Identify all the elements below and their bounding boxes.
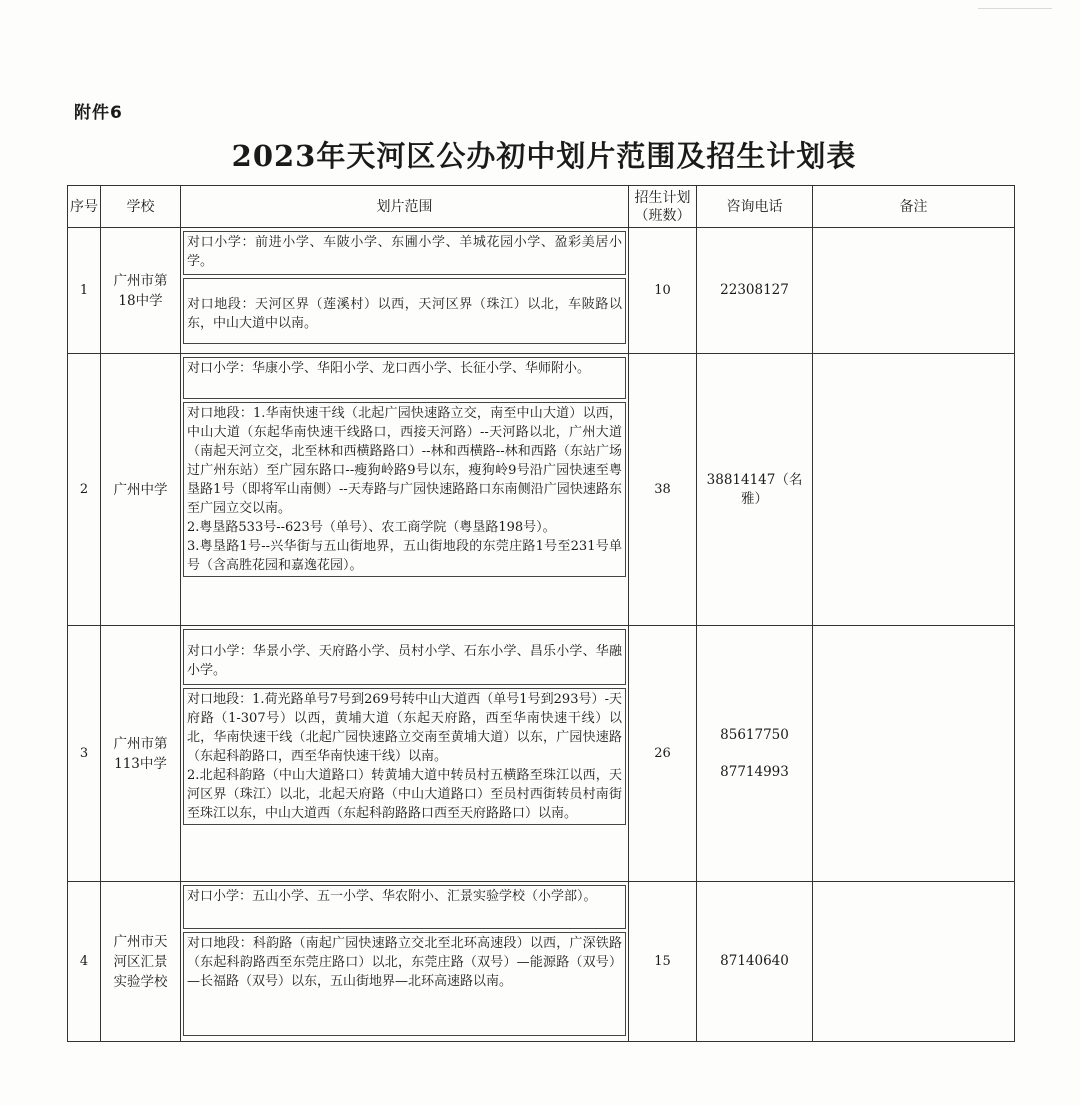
header-plan: 招生计划（班数） bbox=[629, 186, 697, 228]
table-row bbox=[68, 626, 1015, 882]
primary-text: 对口小学：前进小学、车陂小学、东圃小学、羊城花园小学、盈彩美居小学。 bbox=[187, 235, 622, 269]
row-school: 广州市第18中学 bbox=[101, 228, 181, 354]
row-remark bbox=[813, 228, 1015, 354]
range-area bbox=[183, 932, 626, 1036]
header-range: 划片范围 bbox=[181, 186, 629, 228]
row-classes: 15 bbox=[629, 882, 697, 1042]
range-primary bbox=[183, 357, 626, 399]
header-phone: 咨询电话 bbox=[697, 186, 813, 228]
row-school: 广州市第113中学 bbox=[101, 626, 181, 882]
table-row bbox=[68, 354, 1015, 626]
range-area bbox=[183, 278, 626, 344]
row-seq: 1 bbox=[68, 228, 101, 354]
row-phone: 22308127 bbox=[697, 228, 813, 354]
scan-mark bbox=[978, 8, 1052, 9]
primary-text: 对口小学：五山小学、五一小学、华农附小、汇景实验学校（小学部）。 bbox=[187, 889, 597, 904]
range-primary bbox=[183, 231, 626, 275]
range-area bbox=[183, 402, 626, 577]
area-text: 对口地段：1.荷光路单号7号到269号转中山大道西（单号1号到293号）-天府路（1-307号）以西，黄埔大道（东起天府路，西至华南快速干线）以北，华南快速干线（北起广园快速路立交南至黄埔大道）以东，广园快速路（东起科韵路口，西至华南快速干线）以南。 bbox=[187, 692, 622, 764]
attachment-label: 附件6 bbox=[74, 103, 123, 123]
row-school: 广州中学 bbox=[101, 354, 181, 626]
area-text: 对口地段：1.华南快速干线（北起广园快速路立交，南至中山大道）以西，中山大道（东起华南快速干线路口，西接天河路）--天河路以北，广州大道（南起天河立交，北至林和西横路路口）--林和西横路--林和西路（东站广场过广州东站）至广园东路口--瘦狗岭路9号以东，瘦狗岭9号沿广园快速至粤垦路1号（即将军山南侧）--天寿路与广园快速路路口东南侧沿广园快速路东至广园立交以南。 bbox=[187, 406, 622, 516]
primary-text: 对口小学：华景小学、天府路小学、员村小学、石东小学、昌乐小学、华融小学。 bbox=[187, 644, 622, 678]
enrollment-table bbox=[67, 185, 1015, 1042]
range-primary bbox=[183, 885, 626, 929]
primary-text: 对口小学：华康小学、华阳小学、龙口西小学、长征小学、华师附小。 bbox=[187, 361, 591, 376]
row-seq: 4 bbox=[68, 882, 101, 1042]
row-phone: 87140640 bbox=[697, 882, 813, 1042]
header-seq: 序号 bbox=[68, 186, 101, 228]
area-text-2: 2.粤垦路533号--623号（单号）、农工商学院（粤垦路198号）。 bbox=[187, 520, 556, 535]
row-remark bbox=[813, 882, 1015, 1042]
range-area bbox=[183, 688, 626, 825]
row-range bbox=[181, 882, 629, 1042]
row-classes: 38 bbox=[629, 354, 697, 626]
header-remark: 备注 bbox=[813, 186, 1015, 228]
row-seq: 3 bbox=[68, 626, 101, 882]
row-classes: 10 bbox=[629, 228, 697, 354]
row-range bbox=[181, 354, 629, 626]
row-range bbox=[181, 228, 629, 354]
row-remark bbox=[813, 354, 1015, 626]
row-remark bbox=[813, 626, 1015, 882]
range-primary bbox=[183, 629, 626, 685]
area-text-3: 3.粤垦路1号--兴华街与五山街地界，五山街地段的东莞庄路1号至231号单号（含高胜花园和嘉逸花园）。 bbox=[187, 539, 622, 573]
row-phone: 38814147（名雅） bbox=[697, 354, 813, 626]
row-range bbox=[181, 626, 629, 882]
header-school: 学校 bbox=[101, 186, 181, 228]
table-row bbox=[68, 882, 1015, 1042]
phone-2: 87714993 bbox=[720, 763, 789, 780]
phone-1: 85617750 bbox=[720, 726, 789, 743]
area-text: 对口地段：天河区界（莲溪村）以西，天河区界（珠江）以北，车陂路以东，中山大道中以南。 bbox=[187, 297, 622, 331]
row-school: 广州市天河区汇景实验学校 bbox=[101, 882, 181, 1042]
table-header bbox=[68, 186, 1015, 228]
row-seq: 2 bbox=[68, 354, 101, 626]
table-row bbox=[68, 228, 1015, 354]
area-text: 对口地段：科韵路（南起广园快速路立交北至北环高速段）以西，广深铁路（东起科韵路西至东莞庄路口）以北，东莞庄路（双号）—能源路（双号）—长福路（双号）以东，五山街地界—北环高速路以南。 bbox=[187, 936, 622, 989]
page-title: 2023年天河区公办初中划片范围及招生计划表 bbox=[231, 139, 857, 173]
area-text-2: 2.北起科韵路（中山大道路口）转黄埔大道中转员村五横路至珠江以西，天河区界（珠江）以北，北起天府路（中山大道路口）至员村西街转员村南街至珠江以东，中山大道西（东起科韵路路口西至天府路路口）以南。 bbox=[187, 768, 622, 821]
row-classes: 26 bbox=[629, 626, 697, 882]
row-phone bbox=[697, 626, 813, 882]
